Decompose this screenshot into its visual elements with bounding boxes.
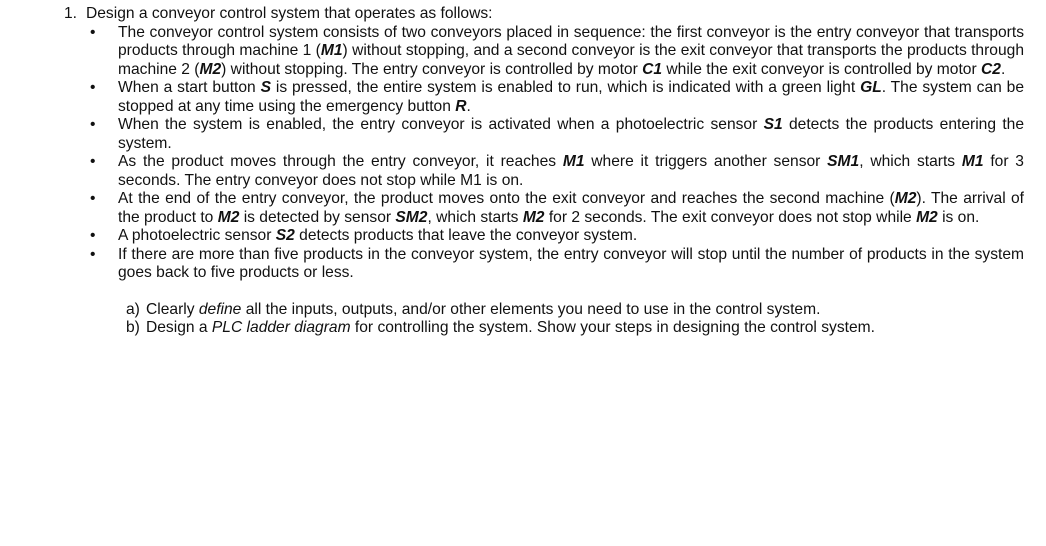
text-run: . [466,97,471,115]
bullet-icon: • [90,227,96,244]
requirement-item [90,190,1024,227]
text-run: , which starts [427,208,523,226]
text-run: The conveyor control system consists of two conveyors placed in sequence: the first conveyor is the entry conveyor that transports products through machine 1 ( [118,23,1024,59]
emphasis-term: SM2 [395,208,428,226]
requirements-list [86,24,1024,283]
text-run: . The system can be stopped at any time using the emergency button [118,79,1025,115]
text-run: is detected by sensor [239,208,396,226]
requirement-item [90,79,1024,116]
question-part-b [126,319,1024,338]
requirement-item [90,24,1024,80]
requirement-text [118,190,1024,227]
question-part-a [126,301,1024,320]
question-number: 1. [64,5,78,22]
text-run: Clearly [146,300,199,318]
text-run: At the end of the entry conveyor, the product moves onto the exit conveyor and reaches the second machine ( [118,190,895,207]
text-run: . [1000,60,1006,78]
text-run: Design a [146,319,212,336]
part-text [146,319,1024,338]
text-run: ) without stopping. The entry conveyor is controlled by motor [221,60,643,78]
emphasis-term: M2 [199,60,222,78]
part-label: b) [126,319,140,336]
text-run: detects the products entering the system. [118,116,1024,152]
requirement-text [118,79,1024,116]
emphasis-term: SM1 [827,153,860,170]
requirement-item [90,153,1024,190]
bullet-icon: • [90,153,96,170]
italic-term: define [198,300,242,318]
text-run: is on. [937,208,980,226]
question-intro: Design a conveyor control system that operates as follows: [86,5,493,22]
text-run: all the inputs, outputs, and/or other elements you need to use in the control system. [241,300,821,318]
text-run: If there are more than five products in the conveyor system, the entry conveyor will stop until the number of products in the system goes back to five products or less. [118,245,1024,281]
text-run: while the exit conveyor is controlled by motor [662,60,981,78]
italic-term: PLC ladder diagram [211,319,351,336]
requirement-text [118,24,1024,80]
bullet-icon: • [90,190,96,207]
emphasis-term: S2 [275,227,295,244]
emphasis-term: S1 [763,116,783,133]
part-text [146,301,1024,320]
text-run: A photoelectric sensor [118,227,276,244]
text-run: for 2 seconds. The exit conveyor does not stop while [544,208,917,226]
emphasis-term: M2 [522,208,545,226]
emphasis-term: R [455,97,467,115]
requirement-text [118,227,1024,246]
part-label: a) [126,300,140,318]
emphasis-term: M2 [894,190,917,207]
text-run: When the system is enabled, the entry conveyor is activated when a photoelectric sensor [118,116,764,133]
bullet-icon: • [90,79,96,96]
emphasis-term: M2 [217,208,240,226]
question-parts [86,301,1024,338]
emphasis-term: GL [860,79,882,96]
text-run: for 3 seconds. The entry conveyor does not stop while M1 is on. [118,153,1024,189]
text-run: where it triggers another sensor [584,153,828,170]
text-run: detects products that leave the conveyor system. [294,227,638,244]
requirement-item [90,246,1024,283]
requirement-item [90,227,1024,246]
question-body [86,5,1024,353]
text-run: , which starts [859,153,962,170]
requirement-text [118,153,1024,190]
emphasis-term: S [260,79,271,96]
requirement-text [118,246,1024,283]
text-run: When a start button [118,79,261,96]
emphasis-term: C1 [642,60,663,78]
bullet-icon: • [90,245,96,263]
emphasis-term: M2 [916,208,938,226]
emphasis-term: M1 [320,42,343,59]
bullet-icon: • [90,116,96,133]
text-run: ) without stopping, and a second conveyor is the exit conveyor that transports the products through machine 2 ( [118,42,1024,78]
requirement-text [118,116,1024,153]
question-1 [64,5,1024,353]
requirement-item [90,116,1024,153]
emphasis-term: C2 [981,60,1001,78]
text-run: ). The arrival of the product to [118,190,1024,226]
emphasis-term: M1 [961,153,984,170]
text-run: As the product moves through the entry conveyor, it reaches [118,153,563,170]
bullet-icon: • [90,23,96,41]
text-run: is pressed, the entire system is enabled to run, which is indicated with a green light [271,79,861,96]
emphasis-term: M1 [562,153,585,170]
text-run: for controlling the system. Show your steps in designing the control system. [350,319,875,336]
